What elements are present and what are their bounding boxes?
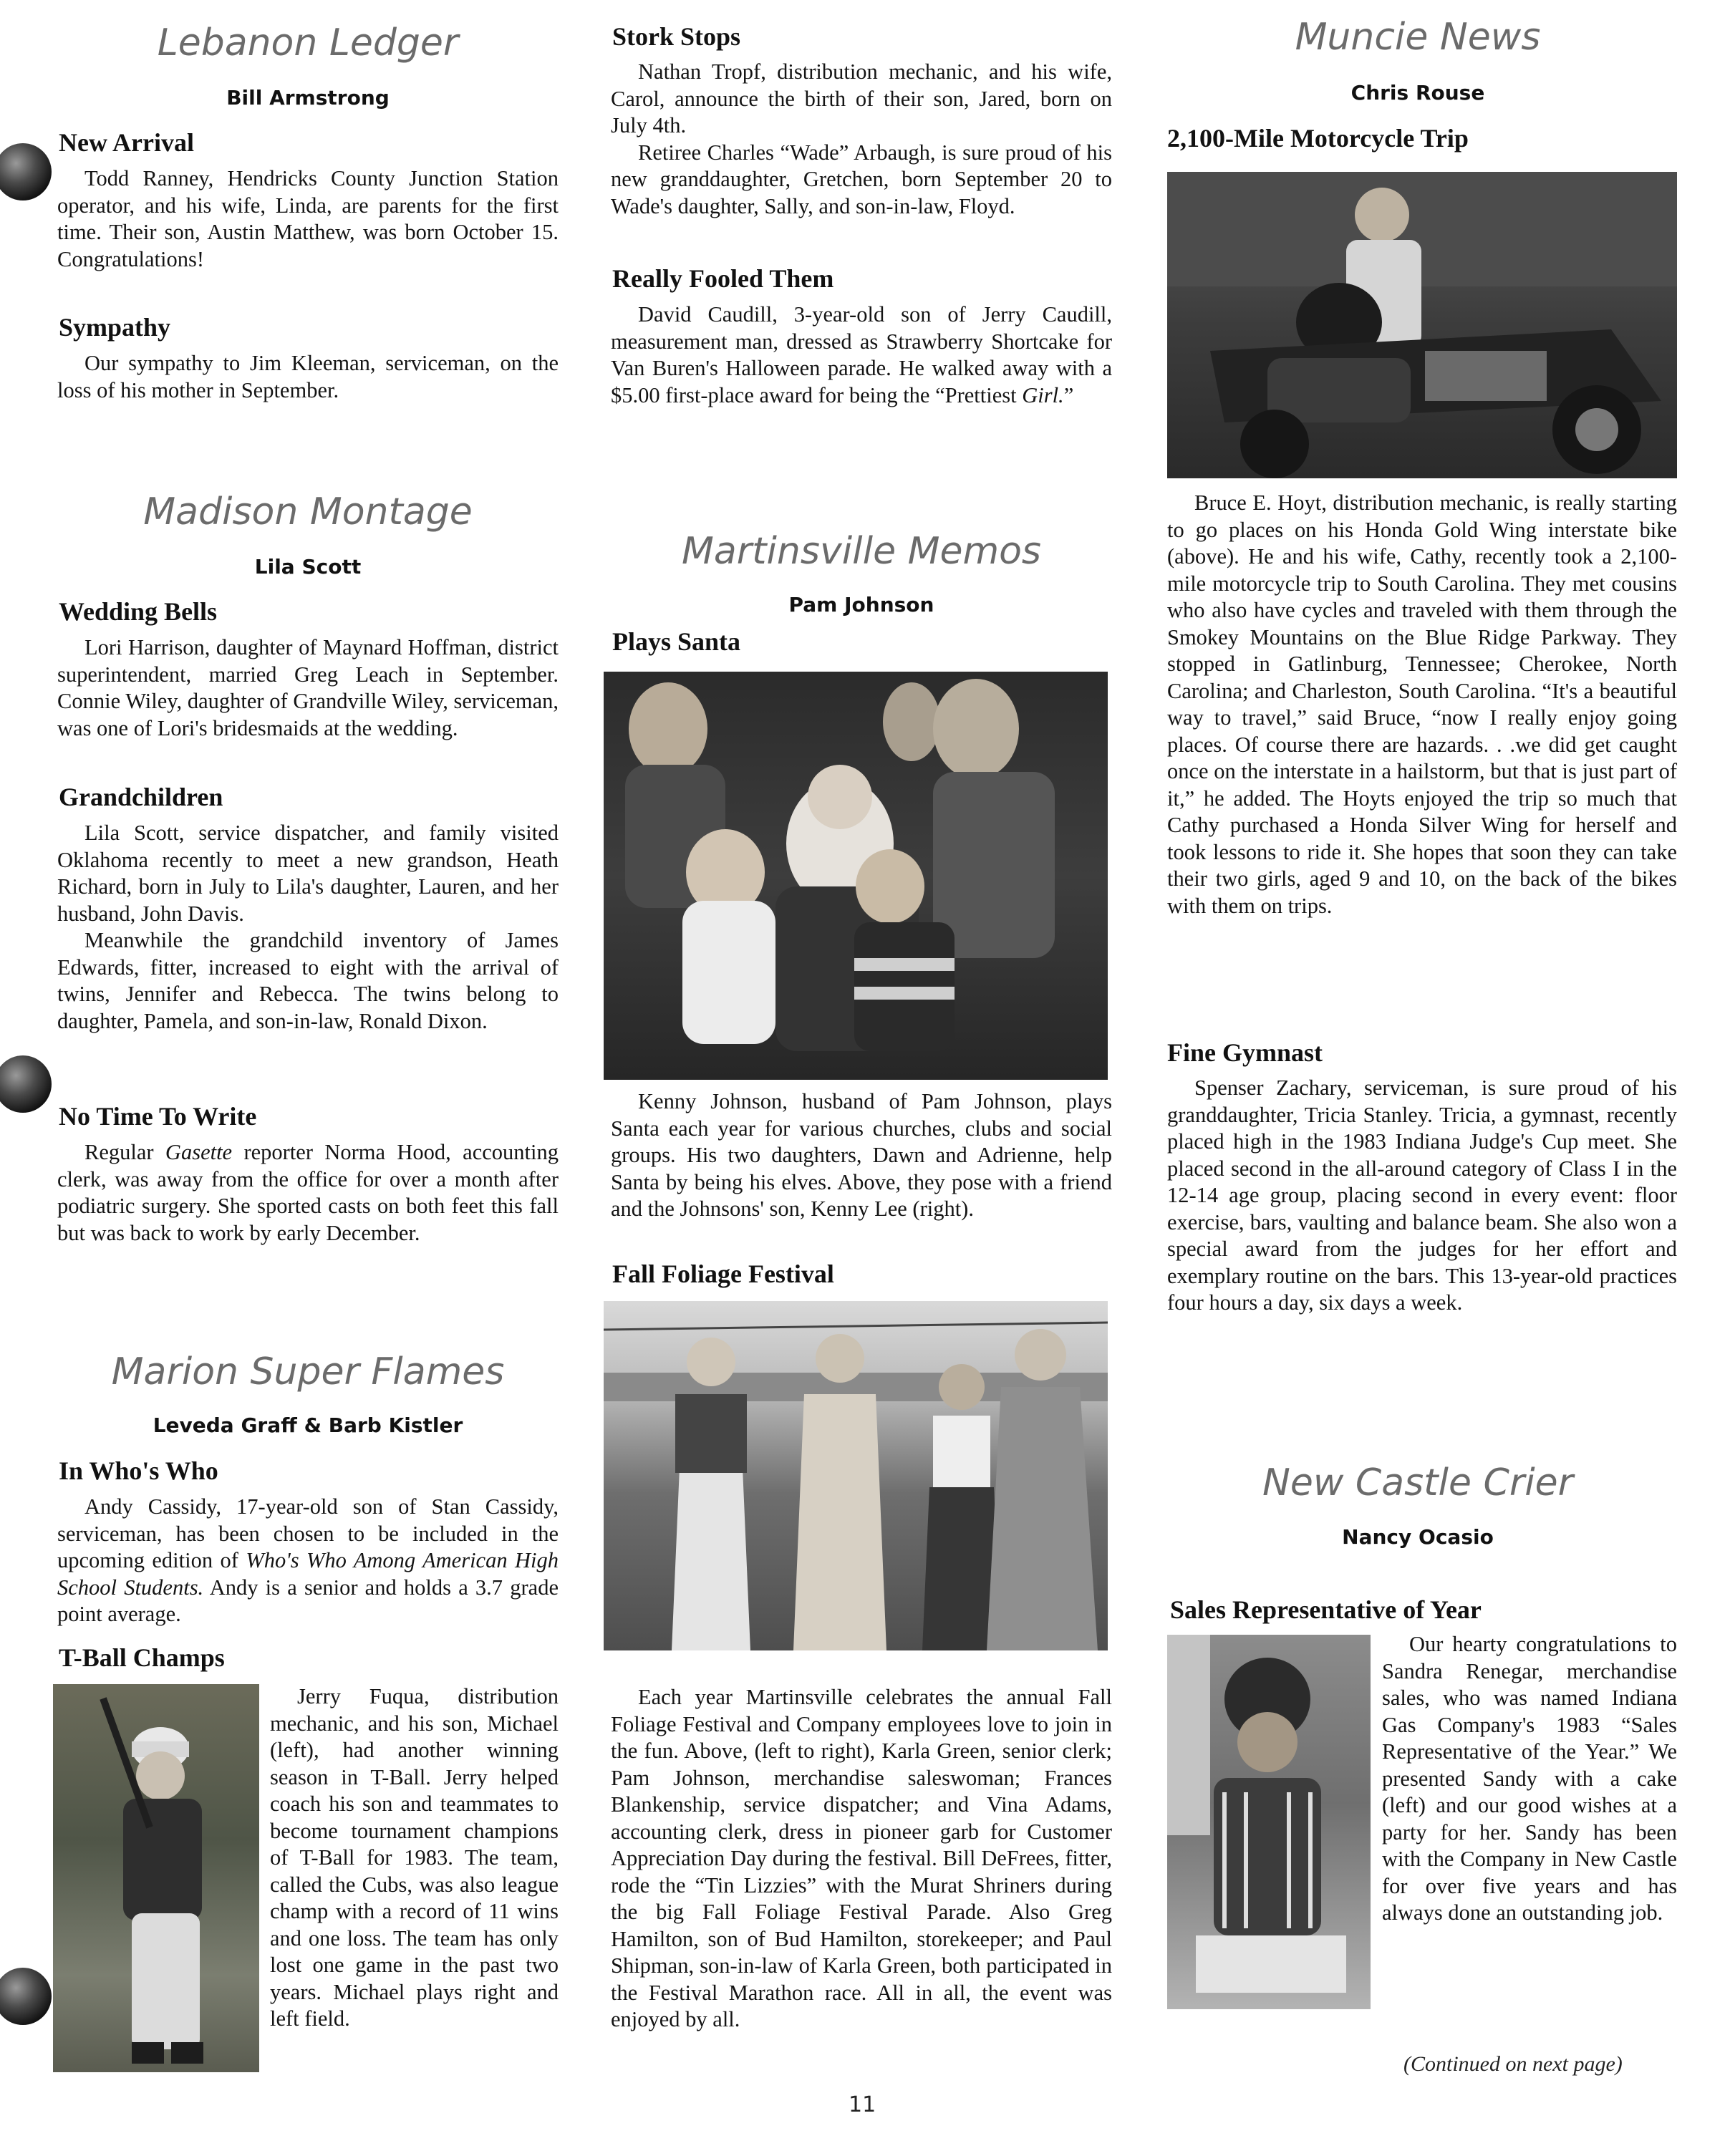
fooled-text: David Caudill, 3-year-old son of Jerry Caudill, measurement man, dressed as Strawberry Shortcake for Van Buren's Halloween parade. He walked away with a $5.00 first-place award for being the “Prettiest Girl.”: [611, 302, 1112, 407]
stork-text-1: Nathan Tropf, distribution mechanic, and his wife, Carol, announce the birth of their son, Jared, born on July 4th.: [611, 59, 1112, 137]
muncie-title: Muncie News: [1295, 16, 1541, 59]
tball-heading: T-Ball Champs: [59, 1643, 225, 1672]
madison-title: Madison Montage: [143, 490, 473, 533]
motorcycle-body: [1167, 490, 1677, 919]
motorcycle-photo: [1167, 172, 1677, 478]
wedding-text: Lori Harrison, daughter of Maynard Hoffman, district superintendent, married Greg Leach in September. Connie Wiley, daughter of Grandville Wiley, serviceman, was one of Lori's bridesmaids at the wedding.: [57, 635, 559, 740]
new-arrival-text: Todd Ranney, Hendricks County Junction Station operator, and his wife, Linda, are parents for the first time. Their son, Austin Matthew, was born October 15. Congratulations!: [57, 166, 559, 271]
newcastle-title: New Castle Crier: [1262, 1461, 1574, 1504]
sympathy-body: [57, 350, 559, 404]
martinsville-byline: Pam Johnson: [788, 593, 934, 617]
no-time-body: [57, 1139, 559, 1247]
foliage-body: [611, 1684, 1112, 2034]
sales-rep-body: [1382, 1631, 1677, 1927]
foliage-heading: Fall Foliage Festival: [612, 1260, 834, 1288]
grandchildren-heading: Grandchildren: [59, 783, 223, 811]
tball-body: [270, 1683, 559, 2033]
fooled-body: [611, 301, 1112, 409]
martinsville-title: Martinsville Memos: [681, 530, 1042, 573]
motorcycle-text: Bruce E. Hoyt, distribution mechanic, is really starting to go places on his Honda Gold Wing interstate bike (above). He and his wife, Cathy, recently took a 2,100-mile motorcycle trip to South Carolina. They met cousins who also have cycles and traveled with them through the Smokey Mountains on the Blue Ridge Parkway. They stopped in Gatlinburg, Tennessee; Cherokee, North Carolina; and Charleston, South Carolina. “It's a beautiful way to travel,” said Bruce, “now I really enjoy going places. Of course there are hazards. . .we did get caught once on the interstate in a hailstorm, but that is just part of it,” he added. The Hoyts enjoyed the trip so much that Cathy purchased a Honda Silver Wing for herself and took lessons to ride it. She hopes that soon they can take their two girls, aged 9 and 10, on the back of the bikes with them on trips.: [1167, 490, 1677, 918]
foliage-text: Each year Martinsville celebrates the annual Fall Foliage Festival and Company employees love to join in the fun. Above, (left to right), Karla Green, senior clerk; Pam Johnson, merchandise saleswoman; Frances Blankenship, service dispatcher; and Vina Adams, accounting clerk, dress in pioneer garb for Customer Appreciation Day during the festival. Bill DeFrees, fitter, rode the “Tin Lizzies” with the Murat Shriners during the big Fall Foliage Festival Parade. Also Greg Hamilton, son of Bud Hamilton, storekeeper; and Paul Shipman, son-in-law of Karla Green, both participated in the Festival Marathon race. All in all, the event was enjoyed by all.: [611, 1685, 1112, 2031]
sales-rep-text: Our hearty congratulations to Sandra Renegar, merchandise sales, who was named Indiana Gas Company's 1983 “Sales Representative of the Year.” We presented Sandy with a cake (left) and our good wishes at a party for her. Sandy has been with the Company in New Castle for over five years and has always done an outstanding job.: [1382, 1632, 1677, 1925]
new-arrival-body: [57, 165, 559, 273]
page-number: 11: [849, 2092, 876, 2117]
santa-photo: [604, 672, 1108, 1080]
sympathy-text: Our sympathy to Jim Kleeman, serviceman, on the loss of his mother in September.: [57, 351, 559, 402]
no-time-heading: No Time To Write: [59, 1102, 257, 1131]
stork-text-2: Retiree Charles “Wade” Arbaugh, is sure proud of his new granddaughter, Gretchen, born September 20 to Wade's daughter, Sally, and son-in-law, Floyd.: [611, 140, 1112, 218]
muncie-byline: Chris Rouse: [1350, 81, 1485, 105]
stork-body: [611, 59, 1112, 220]
foliage-photo-illustration: [604, 1301, 1108, 1650]
no-time-text: Regular Gasette reporter Norma Hood, accounting clerk, was away from the office for over a month after podiatric surgery. She sported casts on both feet this fall but was back to work by early December.: [57, 1140, 559, 1245]
sales-rep-photo-illustration: [1167, 1635, 1371, 2009]
whos-who-text: Andy Cassidy, 17-year-old son of Stan Cassidy, serviceman, has been chosen to be included in the upcoming edition of Who's Who Among American High School Students. Andy is a senior and holds a 3.7 grade point average.: [57, 1494, 559, 1626]
marion-title: Marion Super Flames: [111, 1350, 505, 1393]
tball-text: Jerry Fuqua, distribution mechanic, and his son, Michael (left), had another winning season in T-Ball. Jerry helped coach his son and teammates to become tournament champions of T-Ball for 1983. The team, called the Cubs, was also league champ with a record of 11 wins and one loss. The team has only lost one game in the past two years. Michael plays right and left field.: [270, 1684, 559, 2031]
sympathy-heading: Sympathy: [59, 313, 171, 342]
madison-byline: Lila Scott: [254, 555, 362, 579]
sales-rep-heading: Sales Representative of Year: [1170, 1595, 1482, 1624]
plays-santa-heading: Plays Santa: [612, 627, 741, 656]
grandchildren-text-1: Lila Scott, service dispatcher, and family visited Oklahoma recently to meet a new grandson, Heath Richard, born in July to Lila's daughter, Lauren, and her husband, John Davis.: [57, 821, 559, 926]
wedding-body: [57, 634, 559, 742]
sales-rep-photo: [1167, 1635, 1371, 2009]
tball-photo-illustration: [53, 1684, 259, 2072]
tball-photo: [53, 1684, 259, 2072]
gymnast-heading: Fine Gymnast: [1167, 1038, 1323, 1067]
lebanon-title: Lebanon Ledger: [157, 21, 459, 64]
whos-who-body: [57, 1494, 559, 1628]
grandchildren-text-2: Meanwhile the grandchild inventory of James Edwards, fitter, increased to eight with the arrival of twins, Jennifer and Rebecca. The twins belong to daughter, Pamela, and son-in-law, Ronald Dixon.: [57, 928, 559, 1033]
motorcycle-heading: 2,100-Mile Motorcycle Trip: [1167, 124, 1469, 153]
foliage-photo: [604, 1301, 1108, 1650]
gymnast-body: [1167, 1075, 1677, 1317]
santa-body: [611, 1088, 1112, 1223]
marion-byline: Leveda Graff & Barb Kistler: [153, 1413, 463, 1437]
grandchildren-body: [57, 820, 559, 1035]
new-arrival-heading: New Arrival: [59, 128, 194, 157]
continued-note: (Continued on next page): [1403, 2052, 1623, 2076]
wedding-heading: Wedding Bells: [59, 597, 218, 626]
santa-photo-illustration: [604, 672, 1108, 1080]
lebanon-byline: Bill Armstrong: [226, 86, 390, 110]
stork-heading: Stork Stops: [612, 22, 741, 51]
motorcycle-photo-illustration: [1167, 172, 1677, 478]
binder-hole-bottom: [0, 1968, 52, 2025]
fooled-heading: Really Fooled Them: [612, 264, 834, 293]
gymnast-text: Spenser Zachary, serviceman, is sure proud of his granddaughter, Tricia Stanley. Tricia, a gymnast, recently placed high in the 1983 Indiana Judge's Cup meet. She placed second in the all-around category of Class I in the 12-14 age group, placing second in every event: floor exercise, bars, vaulting and balance beam. She also won a special award from the judges for her effort and exemplary routine on the bars. This 13-year-old practices four hours a day, six days a week.: [1167, 1075, 1677, 1315]
santa-text: Kenny Johnson, husband of Pam Johnson, plays Santa each year for various churches, clubs and social groups. His two daughters, Dawn and Adrienne, help Santa by being his elves. Above, they pose with a friend and the Johnsons' son, Kenny Lee (right).: [611, 1089, 1112, 1221]
binder-hole-top: [0, 143, 52, 200]
whos-who-heading: In Who's Who: [59, 1456, 218, 1485]
binder-hole-middle: [0, 1055, 52, 1113]
newcastle-byline: Nancy Ocasio: [1342, 1525, 1494, 1549]
